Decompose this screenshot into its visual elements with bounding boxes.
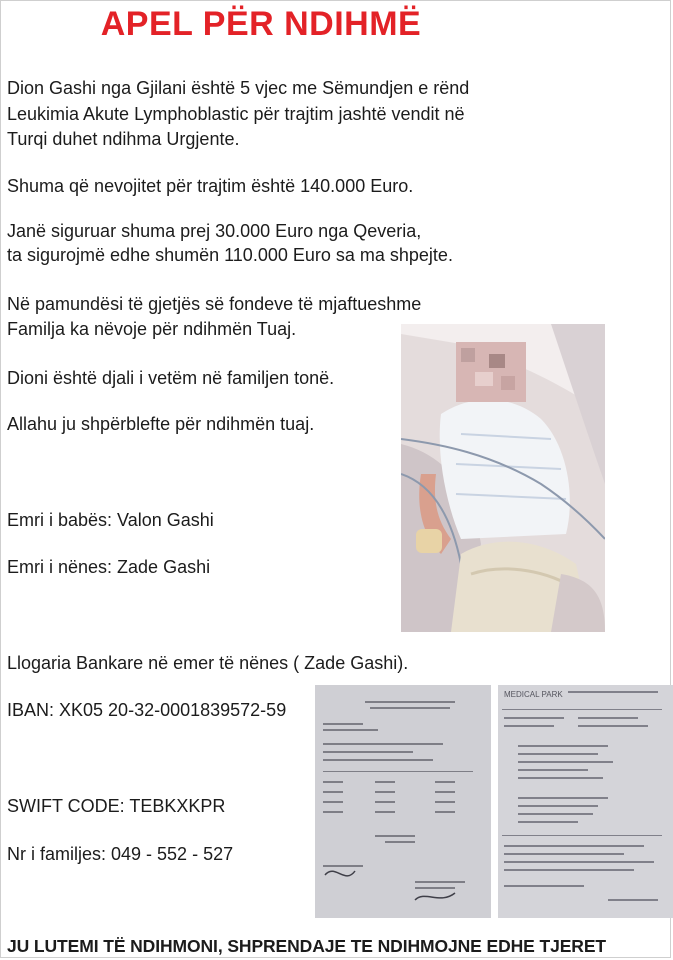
poster-title: APEL PËR NDIHMË — [100, 5, 422, 43]
amount-needed-text: Shuma që nevojitet për trajtim është 140.000 Euro. — [7, 176, 414, 196]
intro-line-3: Turqi duhet ndihma Urgjente. — [7, 129, 240, 149]
secured-line-1: Janë siguruar shuma prej 30.000 Euro nga Qeveria, — [7, 221, 422, 241]
child-hospital-photo — [401, 324, 605, 632]
medical-document-2 — [498, 685, 673, 918]
iban-text: IBAN: XK05 20-32-0001839572-59 — [7, 700, 287, 720]
father-name: Emri i babës: Valon Gashi — [7, 510, 214, 530]
only-son-text: Dioni është djali i vetëm në familjen tonë. — [7, 368, 335, 388]
intro-line-2: Leukimia Akute Lymphoblastic për trajtim jashtë vendit në — [7, 104, 465, 124]
bank-account-text: Llogaria Bankare në emer të nënes ( Zade Gashi). — [7, 653, 409, 673]
mother-name: Emri i nënes: Zade Gashi — [7, 557, 211, 577]
need-line-1: Në pamundësi të gjetjës së fondeve të mjaftueshme — [7, 294, 422, 314]
footer-call-to-action: JU LUTEMI TË NDIHMONI, SHPRENDAJE TE NDIHMOJNE EDHE TJERET — [7, 936, 606, 956]
secured-line-2: ta sigurojmë edhe shumën 110.000 Euro sa ma shpejte. — [7, 245, 453, 265]
need-line-2: Familja ka nëvoje për ndihmën Tuaj. — [7, 319, 297, 339]
medical-document-1 — [315, 685, 491, 918]
family-phone-text: Nr i familjes: 049 - 552 - 527 — [7, 844, 234, 864]
intro-line-1: Dion Gashi nga Gjilani është 5 vjec me Sëmundjen e rënd — [7, 78, 470, 98]
blessing-text: Allahu ju shpërblefte për ndihmën tuaj. — [7, 414, 315, 434]
doc2-header: MEDICAL PARK — [504, 690, 563, 699]
swift-code-text: SWIFT CODE: TEBKXKPR — [7, 796, 226, 816]
